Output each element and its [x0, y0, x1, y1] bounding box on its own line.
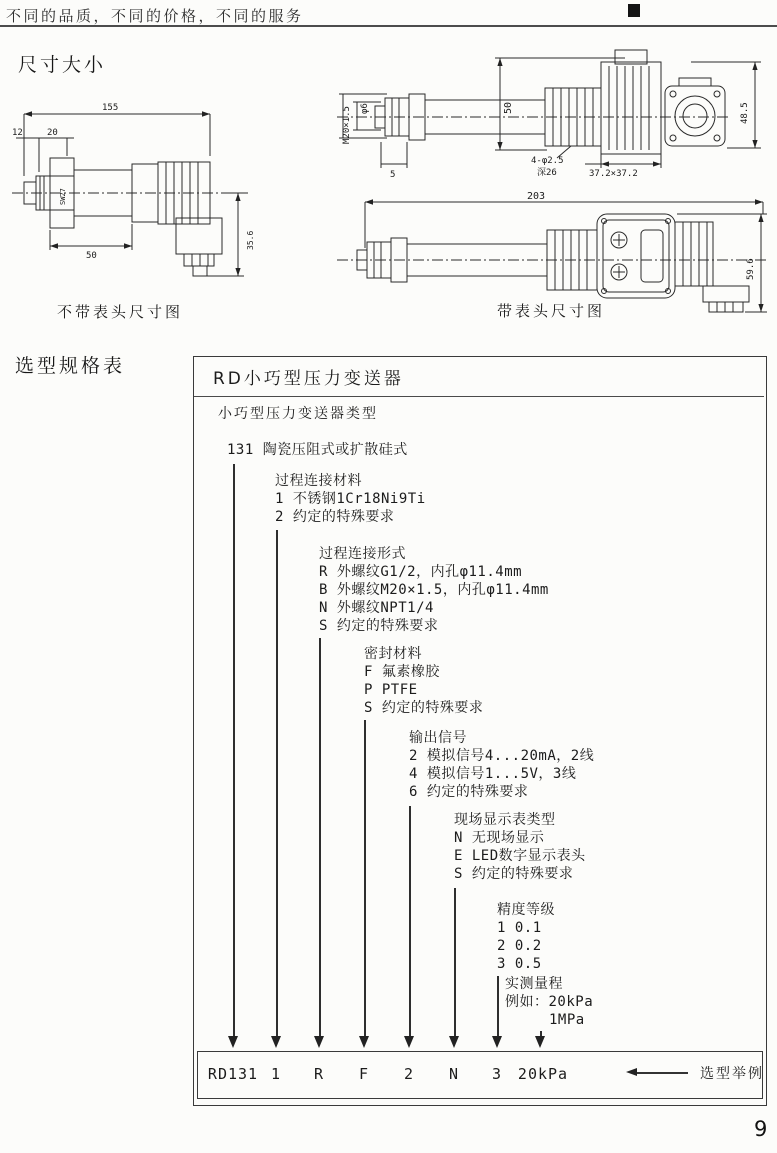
dim-total-length-1: 155 — [102, 103, 119, 113]
connector-line — [364, 720, 366, 1036]
option-line: 3 0.5 — [497, 956, 542, 972]
option-line: 例如：20kPa — [505, 994, 594, 1010]
example-code: R — [313, 1065, 325, 1083]
connector-line — [233, 464, 235, 1036]
dim-total-height-top: 48.5 — [740, 102, 750, 124]
connector-line — [319, 638, 321, 1036]
dim-flange-square: 37.2×37.2 — [589, 169, 638, 179]
option-line: N 外螺纹NPT1/4 — [319, 600, 434, 616]
option-group-seal-material — [364, 645, 483, 717]
option-line: F 氟素橡胶 — [364, 664, 440, 680]
dim-thread: M20×1.5 — [342, 106, 352, 144]
left-arrow-line — [636, 1072, 688, 1074]
group-heading: 过程连接材料 — [275, 473, 362, 489]
dim-hole-depth: 深26 — [537, 168, 557, 178]
option-group-display-type — [454, 811, 586, 883]
dim-orifice: φ6 — [360, 103, 370, 114]
option-line: 1 不锈钢1Cr18Ni9Ti — [275, 491, 426, 507]
page-header-slogan: 不同的品质，不同的价格，不同的服务 — [6, 7, 304, 25]
dim-hex-length-1: 20 — [47, 128, 58, 138]
connector-line — [454, 888, 456, 1036]
dim-body-length-1: 50 — [86, 251, 97, 261]
example-code-box — [197, 1051, 763, 1099]
option-line: 2 约定的特殊要求 — [275, 509, 395, 525]
down-arrow-icon — [492, 1036, 502, 1048]
down-arrow-icon — [271, 1036, 281, 1048]
down-arrow-icon — [535, 1036, 545, 1048]
down-arrow-icon — [404, 1036, 414, 1048]
dim-wrench-size: SW27 — [59, 188, 67, 205]
dim-tip-length-1: 12 — [12, 128, 23, 138]
dim-connector-height: 35.6 — [246, 230, 255, 250]
group-heading: 过程连接形式 — [319, 546, 406, 562]
caption-with-display-drawing: 带表头尺寸图 — [497, 302, 606, 320]
dim-tip-length-2: 5 — [390, 170, 396, 180]
connector-line — [409, 806, 411, 1036]
option-group-output-signal — [409, 729, 594, 801]
selection-table-title: RD小巧型压力变送器 — [213, 369, 404, 389]
option-line: 1 0.1 — [497, 920, 542, 936]
example-code: 20kPa — [517, 1065, 569, 1083]
down-arrow-icon — [228, 1036, 238, 1048]
option-line: P PTFE — [364, 682, 418, 698]
example-code: RD131 — [207, 1065, 259, 1083]
dim-total-height-bottom: 59.6 — [746, 258, 756, 280]
option-group-type — [227, 441, 408, 459]
connector-line — [497, 976, 499, 1036]
header-rule — [0, 25, 777, 27]
option-line: N 无现场显示 — [454, 830, 545, 846]
option-line: B 外螺纹M20×1.5，内孔φ11.4mm — [319, 582, 549, 598]
dim-total-length-2: 203 — [527, 191, 546, 202]
option-line: 1MPa — [549, 1012, 585, 1028]
option-line: 131 陶瓷压阻式或扩散硅式 — [227, 442, 408, 458]
connector-line — [276, 530, 278, 1036]
example-code: 1 — [270, 1065, 282, 1083]
down-arrow-icon — [314, 1036, 324, 1048]
example-code: 3 — [491, 1065, 503, 1083]
option-group-accuracy — [497, 901, 555, 973]
drawing-with-display-top — [335, 42, 777, 192]
group-heading: 精度等级 — [497, 902, 555, 918]
page-number: 9 — [754, 1117, 768, 1141]
group-heading: 现场显示表类型 — [454, 812, 556, 828]
option-line: R 外螺纹G1/2，内孔φ11.4mm — [319, 564, 523, 580]
dim-box-height: 50 — [503, 101, 514, 114]
example-code: 2 — [403, 1065, 415, 1083]
option-line: 2 模拟信号4...20mA，2线 — [409, 748, 595, 764]
option-line: E LED数字显示表头 — [454, 848, 586, 864]
option-group-connection-material — [275, 472, 426, 526]
selection-section-title: 选型规格表 — [15, 355, 126, 377]
option-line: 4 模拟信号1...5V，3线 — [409, 766, 577, 782]
dim-mount-holes: 4-φ2.5 — [531, 156, 564, 166]
down-arrow-icon — [449, 1036, 459, 1048]
group-heading: 输出信号 — [409, 730, 467, 746]
option-line: S 约定的特殊要求 — [319, 618, 439, 634]
down-arrow-icon — [359, 1036, 369, 1048]
option-line: S 约定的特殊要求 — [364, 700, 484, 716]
dimensions-section-title: 尺寸大小 — [18, 54, 107, 76]
selection-table-subtitle: 小巧型压力变送器类型 — [218, 406, 378, 422]
example-label: 选型举例 — [700, 1066, 764, 1082]
example-code: F — [358, 1065, 370, 1083]
group-heading: 密封材料 — [364, 646, 422, 662]
drawing-no-display-head — [10, 100, 315, 305]
option-line: 2 0.2 — [497, 938, 542, 954]
option-group-range — [505, 975, 593, 1029]
option-group-connection-form — [319, 545, 549, 635]
scan-mark — [628, 4, 640, 17]
group-heading: 实测量程 — [505, 976, 563, 992]
table-title-divider — [194, 396, 764, 397]
option-line: S 约定的特殊要求 — [454, 866, 574, 882]
example-code: N — [448, 1065, 460, 1083]
caption-no-display-drawing: 不带表头尺寸图 — [57, 303, 184, 321]
left-arrow-icon — [626, 1068, 637, 1076]
option-line: 6 约定的特殊要求 — [409, 784, 529, 800]
